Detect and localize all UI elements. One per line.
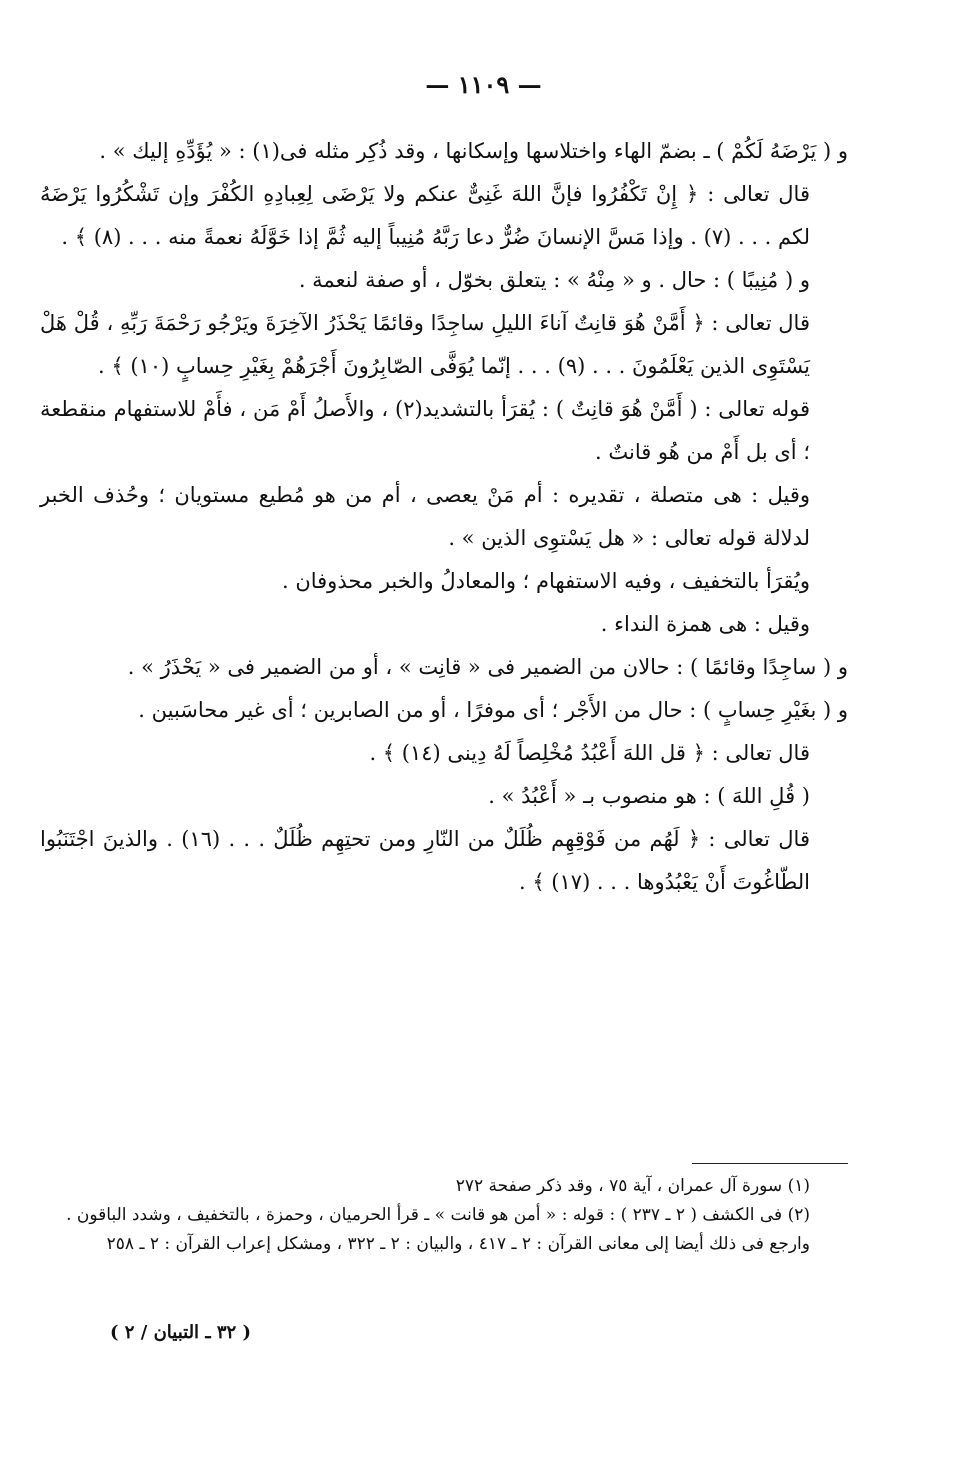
paragraph: و ( مُنِيبًا ) : حال . و « مِنْهُ » : يتعلق بخوّل ، أو صفة لنعمة .: [298, 268, 810, 292]
signature-line: ( ٣٢ ـ التبيان / ٢ ): [110, 1322, 252, 1343]
quran-quote: قال تعالى : ﴿ لَهُم من فَوْقِهِم ظُلَلٌ من النّارِ ومن تحتِهِم ظُلَلٌ . . . (١٦) . والذينَ اجْتَنَبُوا الطّاغُوتَ أَنْ يَعْبُدُوها . . . (١٧) ﴾ .: [40, 827, 810, 894]
paragraph: قوله تعالى : ( أَمَّنْ هُوَ قانِتٌ ) : يُقرَأ بالتشديد(٢) ، والأَصلُ أَمْ مَن ، فأَمْ للاستفهام منقطعة ؛ أى بل أَمْ من هُو قانتٌ .: [40, 397, 810, 464]
main-text: [40, 130, 848, 904]
paragraph: وقيل : هى متصلة ، تقديره : أم مَنْ يعصى ، أم من هو مُطيع مستويان ؛ وحُذف الخبر لدلالة قوله تعالى : « هل يَسْتوِى الذين » .: [40, 483, 810, 550]
paragraph: و ( يَرْضَهُ لَكُمْ ) ـ بضمّ الهاء واختلاسها وإسكانها ، وقد ذُكِر مثله فى(١) : « يُؤَدِّهِ إليك » .: [99, 139, 848, 163]
quran-quote: قال تعالى : ﴿ إِنْ تَكْفُرُوا فإنَّ اللهَ غَنِىٌّ عنكم ولا يَرْضَى لِعِبادِهِ الكُفْرَ وإن تَشْكُرُوا يَرْضَهُ لكم . . . (٧) . وإذا مَسَّ الإنسانَ ضُرٌّ دعا رَبَّهُ مُنِيباً إليه ثُمَّ إذا خَوَّلَهُ نعمةً منه . . . (٨) ﴾ .: [40, 182, 810, 249]
footnote: (١) سورة آل عمران ، آية ٧٥ ، وقد ذكر صفحة ٢٧٢: [455, 1176, 810, 1196]
paragraph: و ( ساجِدًا وقائمًا ) : حالان من الضمير فى « قانِت » ، أو من الضمير فى « يَحْذَرُ » .: [127, 655, 848, 679]
quran-quote: قال تعالى : ﴿ قل اللهَ أَعْبُدُ مُخْلِصاً لَهُ دِينى (١٤) ﴾ .: [369, 741, 810, 765]
paragraph: و ( بغَيْرِ حِسابٍ ) : حال من الأَجْر ؛ أى موفرًا ، أو من الصابرين ؛ أى غير محاسَبين .: [138, 698, 848, 722]
quran-quote: قال تعالى : ﴿ أَمَّنْ هُوَ قانِتٌ آناءَ الليلِ ساجِدًا وقائمًا يَحْذَرُ الآخِرَةَ ويَرْجُو رَحْمَةَ رَبِّهِ ، قُلْ هَلْ يَسْتَوِى الذين يَعْلَمُونَ . . . (٩) . . . إنّما يُوَفَّى الصّابِرُونَ أَجْرَهُمْ بِغَيْرِ حِسابٍ (١٠) ﴾ .: [40, 311, 810, 378]
page-number: — ١١٠٩ —: [425, 70, 542, 99]
footnote: (٢) فى الكشف ( ٢ ـ ٢٣٧ ) : قوله : « أمن هو قانت » ـ قرأ الحرميان ، وحمزة ، بالتخفيف ، وشدد الباقون . وارجع فى ذلك أيضا إلى معانى القرآن : ٢ ـ ٤١٧ ، والبيان : ٢ ـ ٣٢٢ ، ومشكل إعراب القرآن : ٢ ـ ٢٥٨: [66, 1205, 810, 1254]
paragraph: ويُقرَأ بالتخفيف ، وفيه الاستفهام ؛ والمعادلُ والخبر محذوفان .: [281, 569, 810, 593]
footnotes: [40, 1172, 848, 1259]
paragraph: ( قُلِ اللهَ ) : هو منصوب بـ « أَعْبُدُ » .: [488, 784, 810, 808]
footnote-divider: [692, 1163, 848, 1164]
paragraph: وقيل : هى همزة النداء .: [600, 612, 810, 636]
